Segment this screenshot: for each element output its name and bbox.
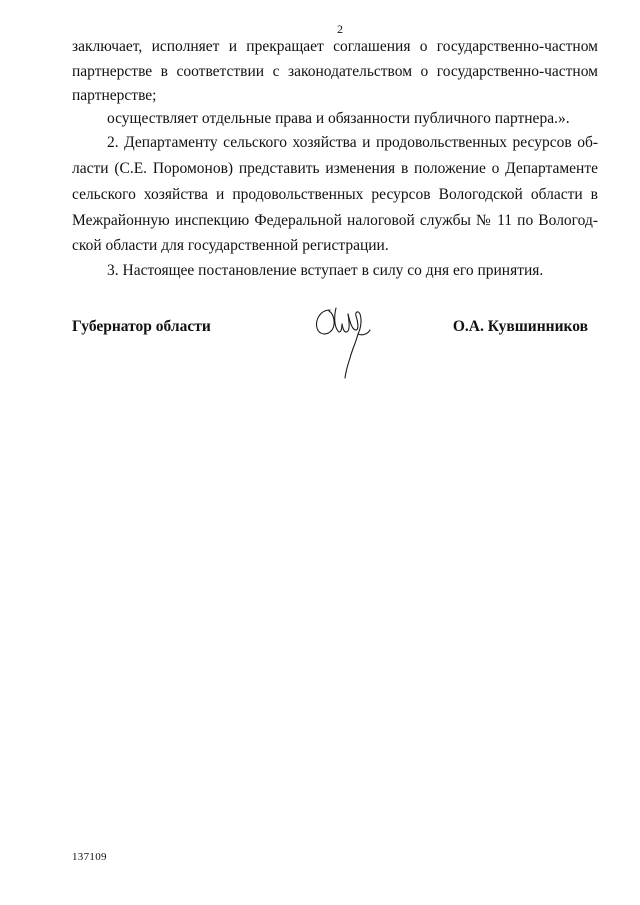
handwritten-signature (312, 304, 392, 384)
document-code: 137109 (72, 851, 107, 863)
signature-block (72, 318, 598, 398)
paragraph-line: партнерстве в соответствии с законодательством о государственно-частном (72, 63, 598, 80)
paragraph-line: 2. Департаменту сельского хозяйства и продовольственных ресурсов об- (107, 134, 598, 151)
paragraph-line: заключает, исполняет и прекращает соглашения о государственно-частном (72, 38, 598, 55)
paragraph-line: осуществляет отдельные права и обязанности публичного партнера.». (107, 110, 570, 127)
signatory-name: О.А. Кувшинников (452, 318, 588, 335)
paragraph-line: 3. Настоящее постановление вступает в силу со дня его принятия. (107, 262, 544, 279)
paragraph-line: сельского хозяйства и продовольственных ресурсов Вологодской области в (72, 186, 598, 203)
signatory-title: Губернатор области (72, 318, 211, 335)
paragraph-line: ской области для государственной регистрации. (72, 237, 389, 254)
paragraph-line: ласти (С.Е. Поромонов) представить изменения в положение о Департаменте (72, 160, 598, 177)
paragraph-line: Межрайонную инспекцию Федеральной налоговой службы № 11 по Вологод- (72, 212, 598, 229)
paragraph-line: партнерстве; (72, 87, 157, 104)
page-number: 2 (337, 22, 343, 36)
